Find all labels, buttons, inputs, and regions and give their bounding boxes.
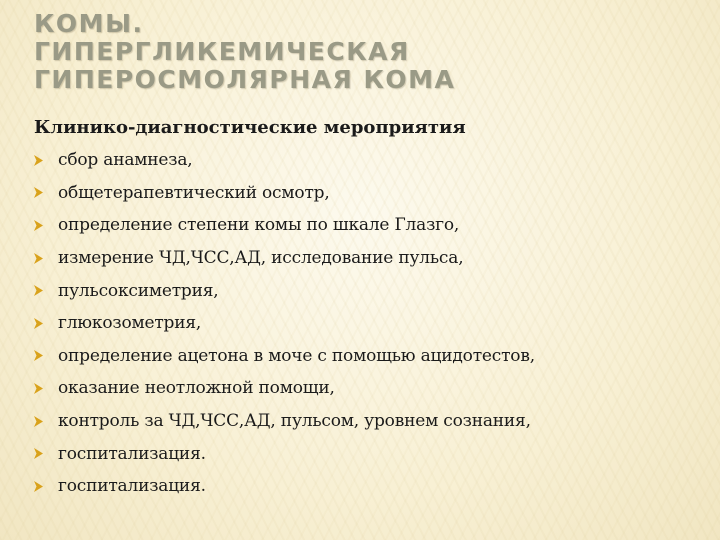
diamond-bullet-icon <box>34 481 58 492</box>
bullet-text: определение степени комы по шкале Глазго, <box>58 215 460 236</box>
bullet-text: оказание неотложной помощи, <box>58 378 335 399</box>
diamond-bullet-icon <box>34 220 58 231</box>
bullet-item <box>34 437 704 470</box>
bullet-item <box>34 405 704 438</box>
slide-title <box>34 10 694 94</box>
title-line: КОМЫ. <box>34 9 144 38</box>
diamond-bullet-icon <box>34 285 58 296</box>
bullet-text: общетерапевтический осмотр, <box>58 182 330 203</box>
bullet-text: контроль за ЧД,ЧСС,АД, пульсом, уровнем сознания, <box>58 411 531 432</box>
diamond-bullet-icon <box>34 383 58 394</box>
bullet-text: глюкозометрия, <box>58 313 202 334</box>
bullet-text: определение ацетона в моче с помощью ацидотестов, <box>58 345 535 366</box>
diamond-bullet-icon <box>34 155 58 166</box>
bullet-item <box>34 307 704 340</box>
diamond-bullet-icon <box>34 318 58 329</box>
diamond-bullet-icon <box>34 350 58 361</box>
bullet-text: госпитализация. <box>58 443 206 464</box>
bullet-item <box>34 242 704 275</box>
bullet-item <box>34 177 704 210</box>
bullet-text: пульсоксиметрия, <box>58 280 219 301</box>
diamond-bullet-icon <box>34 448 58 459</box>
diamond-bullet-icon <box>34 253 58 264</box>
bullet-list <box>34 144 704 503</box>
bullet-item <box>34 209 704 242</box>
diamond-bullet-icon <box>34 187 58 198</box>
bullet-item <box>34 372 704 405</box>
bullet-text: сбор анамнеза, <box>58 150 193 171</box>
bullet-text: госпитализация. <box>58 476 206 497</box>
bullet-item <box>34 144 704 177</box>
title-line: ГИПЕРГЛИКЕМИЧЕСКАЯ <box>34 37 410 66</box>
bullet-text: измерение ЧД,ЧСС,АД, исследование пульса, <box>58 248 464 269</box>
slide-subtitle: Клинико-диагностические мероприятия <box>34 117 466 138</box>
bullet-item <box>34 470 704 503</box>
title-line: ГИПЕРОСМОЛЯРНАЯ КОМА <box>34 65 456 94</box>
bullet-item <box>34 274 704 307</box>
diamond-bullet-icon <box>34 416 58 427</box>
bullet-item <box>34 340 704 373</box>
